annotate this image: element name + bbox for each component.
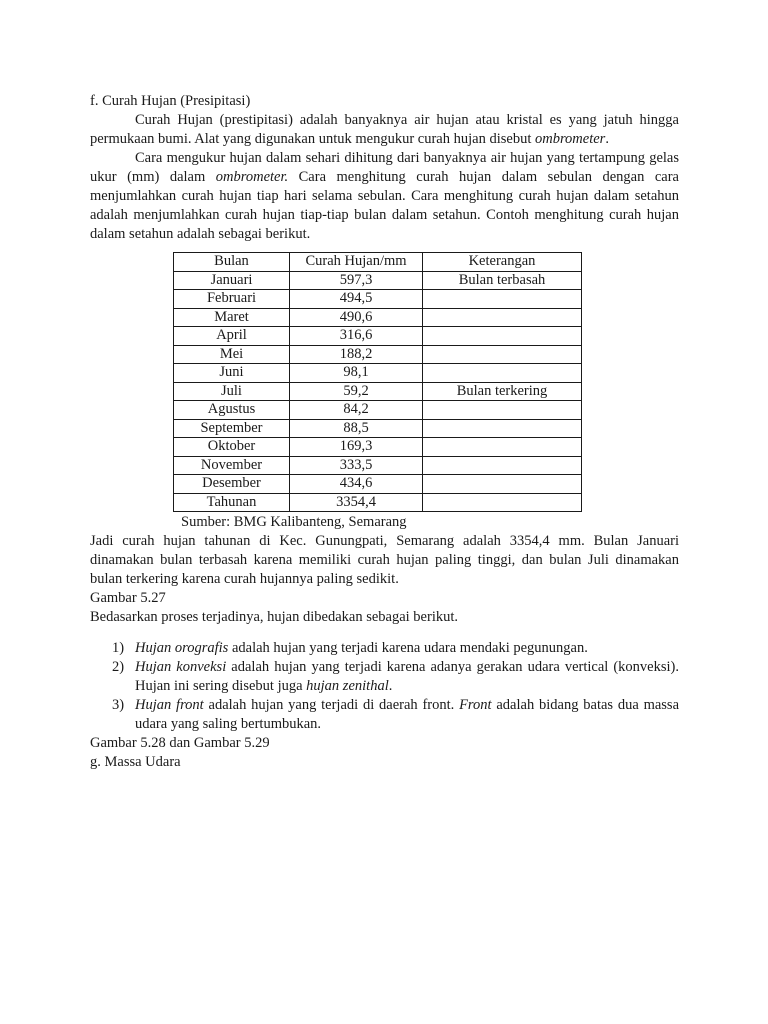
- rainfall-cell: 316,6: [290, 327, 423, 346]
- rainfall-cell: 3354,4: [290, 493, 423, 512]
- table-row: [174, 438, 582, 457]
- table-row: [174, 308, 582, 327]
- month-cell: Oktober: [174, 438, 290, 457]
- month-cell: Juli: [174, 382, 290, 401]
- rain-type-text: adalah hujan yang terjadi karena udara mendaki pegunungan.: [228, 640, 588, 656]
- note-cell: [423, 475, 582, 494]
- month-cell: Juni: [174, 364, 290, 383]
- rainfall-cell: 84,2: [290, 401, 423, 420]
- month-cell: Februari: [174, 290, 290, 309]
- list-item: [90, 658, 679, 696]
- month-cell: September: [174, 419, 290, 438]
- table-row: [174, 475, 582, 494]
- list-item: [90, 696, 679, 734]
- table-row: [174, 345, 582, 364]
- list-item: [90, 639, 679, 658]
- month-cell: Januari: [174, 271, 290, 290]
- note-cell: [423, 456, 582, 475]
- header-note: Keterangan: [423, 253, 582, 272]
- note-cell: [423, 290, 582, 309]
- list-number: 3): [112, 697, 125, 713]
- table-header-row: [174, 253, 582, 272]
- note-cell: [423, 327, 582, 346]
- month-cell: November: [174, 456, 290, 475]
- rain-type-term: Hujan konveksi: [135, 659, 227, 675]
- note-cell: [423, 308, 582, 327]
- note-cell: [423, 419, 582, 438]
- table-row: [174, 364, 582, 383]
- rainfall-cell: 188,2: [290, 345, 423, 364]
- rainfall-cell: 169,3: [290, 438, 423, 457]
- intro-end: .: [605, 131, 609, 147]
- figure-ref-527: Gambar 5.27: [90, 590, 166, 606]
- rain-type-text-end: adalah bidang batas dua massa udara yang saling bertumbukan.: [135, 697, 680, 732]
- method-term: ombrometer.: [215, 169, 289, 185]
- month-cell: Tahunan: [174, 493, 290, 512]
- method-text-1: Cara mengukur hujan dalam sehari dihitung dari banyaknya air hujan yang tertampung gelas ukur (mm) dalam: [90, 150, 679, 185]
- note-cell: Bulan terkering: [423, 382, 582, 401]
- header-month: Bulan: [174, 253, 290, 272]
- intro-paragraph: [90, 111, 679, 149]
- note-cell: Bulan terbasah: [423, 271, 582, 290]
- table-row: [174, 271, 582, 290]
- table-row: [174, 327, 582, 346]
- rainfall-cell: 98,1: [290, 364, 423, 383]
- rain-type-text: adalah hujan yang terjadi karena adanya gerakan udara vertical (konveksi). Hujan ini sering disebut juga: [135, 659, 679, 694]
- intro-text: Curah Hujan (prestipitasi) adalah banyaknya air hujan atau kristal es yang jatuh hingga permukaan bumi. Alat yang digunakan untuk mengukur curah hujan disebut: [90, 112, 679, 147]
- header-rainfall: Curah Hujan/mm: [290, 253, 423, 272]
- rain-types-list: [90, 639, 679, 734]
- section-f-heading: f. Curah Hujan (Presipitasi): [90, 93, 251, 109]
- method-text-2: Cara menghitung curah hujan dalam sebulan dengan cara menjumlahkan curah hujan tiap hari selama sebulan. Cara menghitung curah hujan dalam setahun adalah menjumlahkan curah hujan tiap-tiap bulan dalam setahun. Contoh menghitung curah hujan dalam setahun adalah sebagai berikut.: [90, 169, 679, 242]
- rainfall-cell: 59,2: [290, 382, 423, 401]
- month-cell: April: [174, 327, 290, 346]
- list-number: 1): [112, 640, 125, 656]
- rain-type-term: Hujan front: [135, 697, 204, 713]
- month-cell: Desember: [174, 475, 290, 494]
- rain-types-intro: Bedasarkan proses terjadinya, hujan dibedakan sebagai berikut.: [90, 609, 459, 625]
- rainfall-cell: 333,5: [290, 456, 423, 475]
- rain-type-term-secondary: Front: [459, 697, 492, 713]
- table-row: [174, 419, 582, 438]
- table-row-total: [174, 493, 582, 512]
- rain-type-text-end: .: [388, 678, 393, 694]
- note-cell: [423, 401, 582, 420]
- rainfall-table: [173, 252, 582, 512]
- rainfall-cell: 88,5: [290, 419, 423, 438]
- note-cell: [423, 493, 582, 512]
- table-row: [174, 401, 582, 420]
- table-row: [174, 290, 582, 309]
- table-row: [174, 382, 582, 401]
- method-paragraph: [90, 149, 679, 244]
- rain-type-text: adalah hujan yang terjadi di daerah front.: [203, 697, 460, 713]
- month-cell: Maret: [174, 308, 290, 327]
- section-g-heading: g. Massa Udara: [90, 754, 181, 770]
- rainfall-cell: 490,6: [290, 308, 423, 327]
- list-number: 2): [112, 659, 125, 675]
- figure-ref-528-529: Gambar 5.28 dan Gambar 5.29: [90, 735, 270, 751]
- rainfall-cell: 494,5: [290, 290, 423, 309]
- table-row: [174, 456, 582, 475]
- month-cell: Mei: [174, 345, 290, 364]
- rainfall-cell: 597,3: [290, 271, 423, 290]
- document-page: [90, 92, 679, 772]
- note-cell: [423, 345, 582, 364]
- month-cell: Agustus: [174, 401, 290, 420]
- rain-type-term-secondary: hujan zenithal: [306, 678, 389, 694]
- conclusion-paragraph: Jadi curah hujan tahunan di Kec. Gunungpati, Semarang adalah 3354,4 mm. Bulan Januari dinamakan bulan terbasah karena memiliki curah hujan paling tinggi, dan bulan Juli dinamakan bulan terkering karena curah hujannya paling sedikit.: [90, 533, 679, 587]
- note-cell: [423, 438, 582, 457]
- table-source: Sumber: BMG Kalibanteng, Semarang: [181, 514, 407, 530]
- rain-type-term: Hujan orografis: [135, 640, 229, 656]
- intro-term: ombrometer: [534, 131, 606, 147]
- note-cell: [423, 364, 582, 383]
- rainfall-cell: 434,6: [290, 475, 423, 494]
